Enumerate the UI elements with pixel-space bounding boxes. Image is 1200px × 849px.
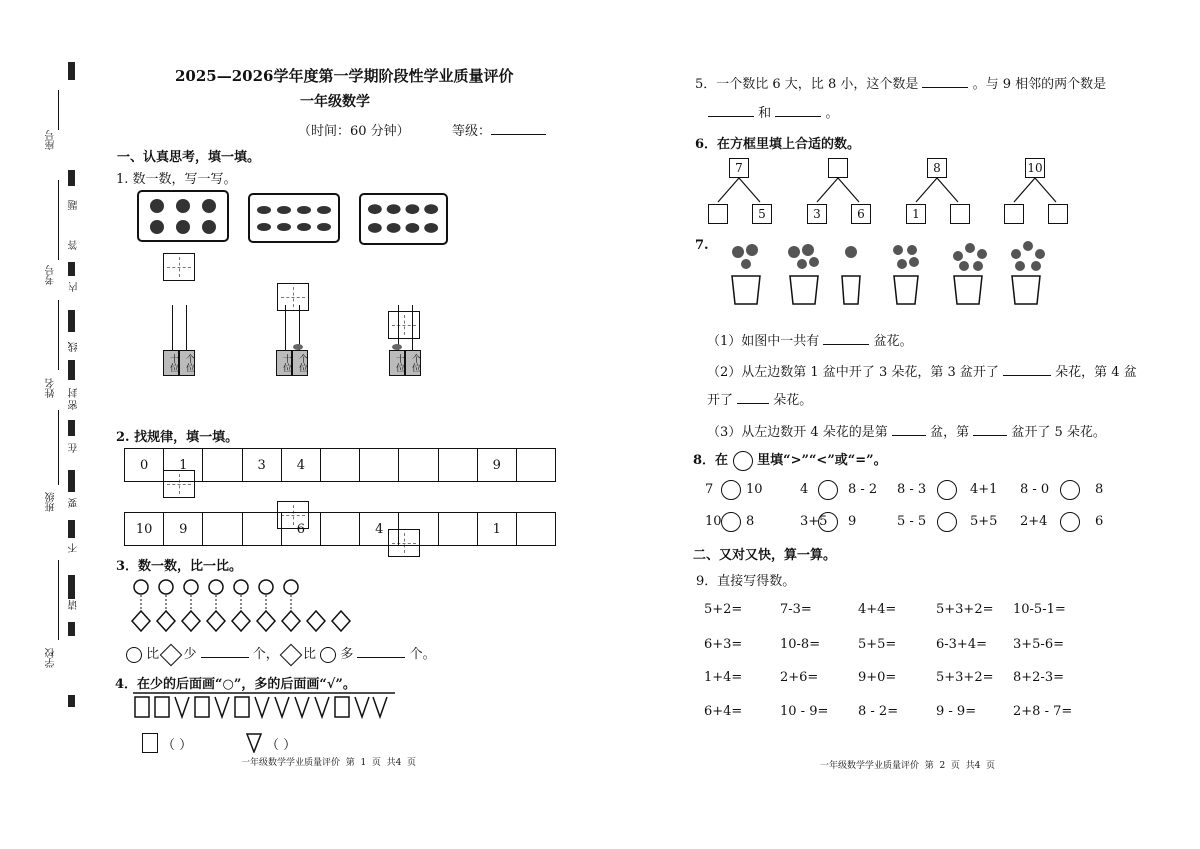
q7-prompt: 7. <box>695 238 709 253</box>
binding-notice-char: 答 <box>69 240 80 250</box>
q8-prompt <box>693 449 887 471</box>
binding-mark <box>68 622 75 636</box>
tree-branch-icon <box>708 178 772 204</box>
sequence-cell[interactable] <box>399 513 438 545</box>
q5-text-c: 和 <box>758 106 772 121</box>
shapes-row-icon <box>133 692 395 720</box>
binding-mark <box>68 310 75 332</box>
q7-3-text-a: （3）从左边数开 4 朵花的是第 <box>707 425 888 440</box>
q5-text-d: 。 <box>825 106 839 121</box>
binding-mark <box>68 695 75 707</box>
binding-notice-char: 不 <box>69 543 80 553</box>
sequence-cell: 3 <box>243 449 282 481</box>
sequence-cell[interactable] <box>203 449 242 481</box>
apple-picture <box>137 190 229 242</box>
q3-blank-1[interactable] <box>201 657 249 658</box>
compare-right: 9 <box>848 514 857 529</box>
sequence-cell[interactable] <box>203 513 242 545</box>
calc-problem[interactable]: 5+5= <box>858 637 897 652</box>
sequence-cell[interactable] <box>439 513 478 545</box>
sequence-cell[interactable] <box>517 449 555 481</box>
sequence-cell: 1 <box>164 449 203 481</box>
binding-line <box>58 300 59 370</box>
exam-time: （时间：60 分钟） <box>298 124 410 139</box>
calc-problem[interactable]: 7-3= <box>780 602 812 617</box>
compare-circle[interactable] <box>721 512 741 532</box>
flower-icon <box>126 647 142 663</box>
grade-field <box>452 120 546 139</box>
compare-right: 5+5 <box>970 514 998 529</box>
binding-notice-char: 内 <box>69 282 80 292</box>
q5-blank-2[interactable] <box>708 116 754 117</box>
q5-text-b: 。与 9 相邻的两个数是 <box>972 77 1107 92</box>
q3-bi-2: 比 <box>303 647 317 662</box>
grade-label: 等级： <box>452 124 492 139</box>
compare-left: 7 <box>705 482 714 497</box>
q5-line-2 <box>708 102 838 121</box>
q4-prompt: 4．在少的后面画“○”，多的后面画“√”。 <box>115 677 356 692</box>
tree-left-box[interactable] <box>1004 204 1024 224</box>
answer-grid[interactable] <box>163 253 195 281</box>
q5-blank-1[interactable] <box>922 87 968 88</box>
compare-circle[interactable] <box>937 480 957 500</box>
sequence-cell[interactable] <box>399 449 438 481</box>
q7-2-cont <box>707 389 812 408</box>
calc-problem[interactable]: 2+8 - 7= <box>1013 704 1073 719</box>
sequence-cell: 1 <box>478 513 517 545</box>
calc-problem[interactable]: 5+3+2= <box>936 602 994 617</box>
sequence-cell: 0 <box>125 449 164 481</box>
binding-mark <box>68 575 75 599</box>
compare-left: 2+4 <box>1020 514 1048 529</box>
calc-problem[interactable]: 8 - 2= <box>858 704 899 719</box>
q7-1-blank[interactable] <box>823 344 869 345</box>
q8-text-a: 8．在 <box>693 453 729 468</box>
q3-shao: 少 <box>183 647 197 662</box>
compare-right: 8 - 2 <box>848 482 878 497</box>
compare-right: 4+1 <box>970 482 998 497</box>
calc-problem[interactable]: 10 - 9= <box>780 704 829 719</box>
q8-text-b: 里填“>”“<”或“=”。 <box>757 453 887 468</box>
q3-prompt: 3．数一数，比一比。 <box>116 559 243 574</box>
leaf-icon <box>280 643 303 666</box>
q3-bi: 比 <box>146 647 160 662</box>
q7-3-text-c: 盆开了 5 朵花。 <box>1011 425 1106 440</box>
calc-problem[interactable]: 5+3+2= <box>936 670 994 685</box>
tree-branch-icon <box>1004 178 1068 204</box>
tree-top-box: 10 <box>1025 158 1045 178</box>
tens-label: 十位 <box>163 350 179 376</box>
calc-problem[interactable]: 10-8= <box>780 637 821 652</box>
compare-circle[interactable] <box>818 480 838 500</box>
exam-title: 2025—2026学年度第一学期阶段性学业质量评价 <box>175 67 514 85</box>
q3-ge: 个， <box>252 647 279 662</box>
tree-right-box: 5 <box>752 204 772 224</box>
sequence-cell[interactable] <box>517 513 555 545</box>
tens-label: 十位 <box>276 350 292 376</box>
flower-pots-icon <box>718 240 1058 306</box>
tree-top-box: 8 <box>927 158 947 178</box>
tree-right-box[interactable] <box>950 204 970 224</box>
binding-mark <box>68 360 75 380</box>
q3-ge-2: 个。 <box>409 647 436 662</box>
q7-3 <box>707 421 1106 440</box>
binding-notice-char: 在 <box>69 443 80 453</box>
q5-line-1 <box>695 73 1106 92</box>
tree-left-box: 1 <box>906 204 926 224</box>
leaf-icon <box>160 643 183 666</box>
answer-grid[interactable] <box>388 311 420 339</box>
section-2-heading: 二、又对又快，算一算。 <box>693 548 837 563</box>
q1-prompt: 1. 数一数，写一写。 <box>116 172 237 187</box>
binding-notice-char: 封 <box>69 388 80 398</box>
q7-3-text-b: 盆，第 <box>930 425 970 440</box>
binding-line <box>58 180 59 260</box>
triangle-icon <box>246 733 262 753</box>
q2-prompt: 2. 找规律，填一填。 <box>116 430 239 445</box>
ones-label: 个位 <box>292 350 308 376</box>
compare-circle[interactable] <box>1060 480 1080 500</box>
sequence-row-2 <box>124 512 556 546</box>
tree-top-box: 7 <box>729 158 749 178</box>
q5-text-a: 5．一个数比 6 大，比 8 小，这个数是 <box>695 77 919 92</box>
compare-circle[interactable] <box>1060 512 1080 532</box>
sequence-cell[interactable] <box>243 513 282 545</box>
ones-label: 个位 <box>405 350 421 376</box>
sequence-row-1 <box>124 448 556 482</box>
bug-picture <box>248 193 340 243</box>
sequence-cell: 6 <box>282 513 321 545</box>
fish-picture <box>359 193 448 245</box>
footer-right: 一年级数学学业质量评价 第 2 页 共4 页 <box>820 761 996 771</box>
calc-problem[interactable]: 1+4= <box>704 670 743 685</box>
binding-notice-char: 线 <box>69 342 80 352</box>
compare-circle[interactable] <box>818 512 838 532</box>
compare-left: 5 - 5 <box>897 514 927 529</box>
binding-mark <box>68 420 75 436</box>
compare-right: 6 <box>1095 514 1104 529</box>
exam-no-label: 考号 <box>46 265 57 285</box>
tens-label: 十位 <box>389 350 405 376</box>
exam-subject: 一年级数学 <box>300 94 370 110</box>
seat-label: 座号 <box>46 130 57 150</box>
sequence-cell[interactable] <box>321 513 360 545</box>
sequence-cell: 10 <box>125 513 164 545</box>
sequence-cell[interactable] <box>360 449 399 481</box>
binding-mark <box>68 62 75 80</box>
compare-left: 8 - 3 <box>897 482 927 497</box>
fish-icon <box>365 198 442 240</box>
tree-right-box: 6 <box>851 204 871 224</box>
binding-mark <box>68 170 75 186</box>
q7-1-text-a: （1）如图中一共有 <box>707 334 820 349</box>
sequence-cell: 4 <box>282 449 321 481</box>
footer-left: 一年级数学学业质量评价 第 1 页 共4 页 <box>241 758 417 768</box>
answer-grid[interactable] <box>277 283 309 311</box>
binding-notice-char: 请 <box>69 600 80 610</box>
compare-left: 10 <box>705 514 722 529</box>
q7-2-text-b: 朵花，第 4 盆 <box>1055 365 1137 380</box>
binding-line <box>58 560 59 640</box>
binding-mark <box>68 470 75 492</box>
flowers-leaves-icon <box>128 575 368 637</box>
calc-problem[interactable]: 5+2= <box>704 602 743 617</box>
ones-label: 个位 <box>179 350 195 376</box>
binding-mark <box>68 520 75 538</box>
binding-notice-char: 密 <box>69 400 80 410</box>
calc-problem[interactable]: 9+0= <box>858 670 897 685</box>
q7-2-text-d: 朵花。 <box>773 393 813 408</box>
q3-compare <box>126 643 436 663</box>
binding-line <box>58 90 59 130</box>
square-icon <box>142 733 158 753</box>
tree-branch-icon <box>807 178 871 204</box>
binding-notice-char: 题 <box>69 200 80 210</box>
q4-square-answer[interactable]: （ ） <box>162 738 193 753</box>
binding-mark <box>68 262 75 276</box>
q3-duo: 多 <box>340 647 354 662</box>
sequence-cell[interactable] <box>321 449 360 481</box>
compare-left: 8 - 0 <box>1020 482 1050 497</box>
q7-3-blank-1[interactable] <box>892 435 926 436</box>
calc-problem[interactable]: 8+2-3= <box>1013 670 1064 685</box>
binding-notice-char: 要 <box>69 498 80 508</box>
apples-icon <box>145 194 221 238</box>
compare-right: 8 <box>1095 482 1104 497</box>
tree-top-box[interactable] <box>828 158 848 178</box>
q7-2-blank-1[interactable] <box>1003 375 1051 376</box>
school-label: 学校 <box>46 648 57 668</box>
section-1-heading: 一、认真思考，填一填。 <box>117 150 261 165</box>
calc-problem[interactable]: 4+4= <box>858 602 897 617</box>
compare-right: 8 <box>746 514 755 529</box>
sequence-cell: 9 <box>478 449 517 481</box>
sequence-cell: 9 <box>164 513 203 545</box>
compare-left: 4 <box>800 482 809 497</box>
sequence-cell: 4 <box>360 513 399 545</box>
q5-blank-3[interactable] <box>775 116 821 117</box>
q7-2-text-c: 开了 <box>707 393 734 408</box>
q6-prompt: 6．在方框里填上合适的数。 <box>695 137 861 152</box>
tree-branch-icon <box>906 178 970 204</box>
q7-1 <box>707 330 913 349</box>
q7-1-text-b: 盆花。 <box>873 334 913 349</box>
flower-icon <box>320 647 336 663</box>
compare-circle[interactable] <box>937 512 957 532</box>
calc-problem[interactable]: 6+3= <box>704 637 743 652</box>
name-label: 姓名 <box>46 378 57 398</box>
class-label: 班级 <box>46 492 57 512</box>
q9-prompt: 9．直接写得数。 <box>696 574 796 589</box>
tree-left-box[interactable] <box>708 204 728 224</box>
q7-2 <box>707 361 1137 380</box>
q7-3-blank-2[interactable] <box>973 435 1007 436</box>
calc-problem[interactable]: 10-5-1= <box>1013 602 1066 617</box>
calc-problem[interactable]: 3+5-6= <box>1013 637 1064 652</box>
calc-problem[interactable]: 6+4= <box>704 704 743 719</box>
binding-line <box>58 410 59 485</box>
sequence-cell[interactable] <box>439 449 478 481</box>
compare-left: 3+5 <box>800 514 828 529</box>
calc-problem[interactable]: 2+6= <box>780 670 819 685</box>
q7-2-blank-2[interactable] <box>737 403 769 404</box>
compare-circle[interactable] <box>721 480 741 500</box>
calc-problem[interactable]: 9 - 9= <box>936 704 977 719</box>
compare-circle-icon <box>733 451 753 471</box>
q7-2-text-a: （2）从左边数第 1 盆中开了 3 朵花，第 3 盆开了 <box>707 365 999 380</box>
calc-problem[interactable]: 6-3+4= <box>936 637 987 652</box>
q4-triangle-answer[interactable]: （ ） <box>266 738 297 753</box>
bugs-icon <box>254 198 334 238</box>
tree-right-box[interactable] <box>1048 204 1068 224</box>
q3-blank-2[interactable] <box>357 657 405 658</box>
tree-left-box: 3 <box>807 204 827 224</box>
compare-right: 10 <box>746 482 763 497</box>
grade-blank[interactable] <box>491 134 546 135</box>
